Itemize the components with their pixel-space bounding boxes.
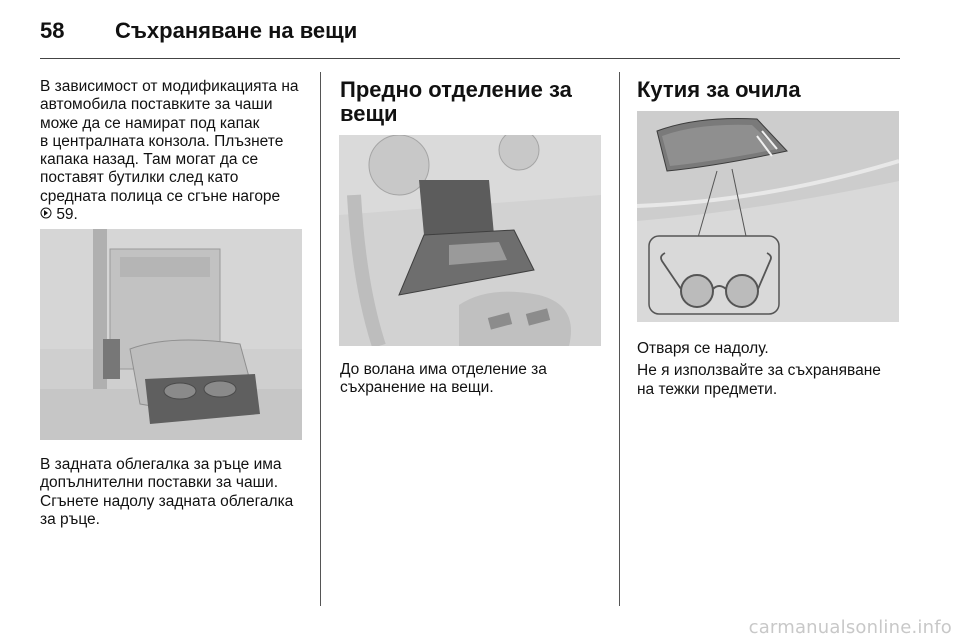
column-2 [340,78,610,126]
column-3-text [637,340,907,399]
text-line: може да се намират под капак [40,114,260,132]
column-divider-1 [320,72,321,606]
glasses-box-warning-text [637,362,907,399]
text-line: поставят бутилки след като [40,169,239,187]
column-divider-2 [619,72,620,606]
cupholder-paragraph [40,78,310,224]
page-reference[interactable]: 59. [56,206,78,224]
glasses-box-illustration [637,111,899,322]
page-number: 58 [40,18,65,43]
column-3 [637,78,907,102]
text-line: допълнителни поставки за чаши. [40,474,279,492]
section-title-front-compartment: Предно отделение за вещи [340,77,572,126]
page-header [40,18,900,58]
text-line: Сгънете надолу задната облегалка [40,492,294,510]
rear-armrest-illustration [40,229,302,440]
text-line: автомобила поставките за чаши [40,96,273,114]
front-compartment-illustration [339,135,601,346]
text-line: средната полица се сгъне нагоре [40,187,281,205]
glasses-box-opens-text: Отваря се надолу. [637,340,769,357]
column-1-caption [40,456,315,529]
text-line: в централната конзола. Плъзнете [40,132,284,150]
reference-arrow-icon [40,206,52,224]
text-line: за ръце. [40,510,100,528]
column-2-caption [340,361,610,398]
text-line: Не я използвайте за съхраняване [637,362,881,380]
rear-armrest-caption [40,456,315,529]
text-line: В задната облегалка за ръце има [40,456,282,473]
front-compartment-caption [340,361,610,398]
watermark-logo: carmanualsonline.info [748,617,952,638]
text-line: съхранение на вещи. [340,379,494,397]
page-title: Съхраняване на вещи [115,18,358,43]
text-line: До волана има отделение за [340,361,547,378]
text-line: капака назад. Там могат да се [40,151,259,169]
section-title-glasses-box: Кутия за очила [637,77,801,102]
column-1 [40,78,310,224]
header-divider [40,58,900,59]
text-line: на тежки предмети. [637,380,778,398]
text-line: В зависимост от модификацията на [40,78,299,95]
